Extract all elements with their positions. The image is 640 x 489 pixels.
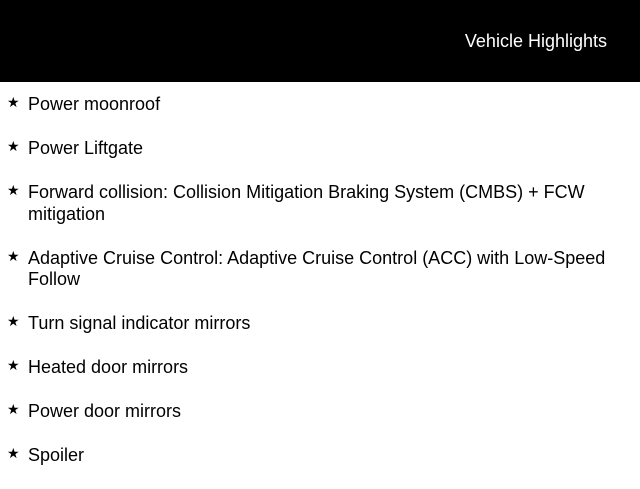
- highlight-text: Adaptive Cruise Control: Adaptive Cruise Control (ACC) with Low-Speed Follow: [28, 247, 606, 289]
- highlights-list: [0, 94, 640, 489]
- highlight-text: Turn signal indicator mirrors: [28, 313, 251, 333]
- highlight-text: Power Liftgate: [28, 138, 144, 158]
- star-icon: ★: [7, 313, 20, 329]
- highlight-text: Power moonroof: [28, 94, 161, 114]
- list-item: [0, 357, 640, 379]
- list-item: [0, 182, 640, 225]
- highlight-text: Power door mirrors: [28, 401, 182, 421]
- list-item: [0, 313, 640, 335]
- list-item: [0, 401, 640, 423]
- star-icon: ★: [7, 357, 20, 373]
- star-icon: ★: [7, 247, 20, 264]
- highlight-text: Heated door mirrors: [28, 357, 189, 377]
- star-icon: ★: [7, 401, 20, 417]
- list-item: [0, 94, 640, 116]
- page-title: Vehicle Highlights: [464, 31, 607, 51]
- star-icon: ★: [7, 182, 20, 198]
- list-item: [0, 445, 640, 467]
- star-icon: ★: [7, 445, 20, 461]
- star-icon: ★: [7, 94, 20, 110]
- header-bar: [0, 0, 640, 82]
- highlight-text: Forward collision: Collision Mitigation Braking System (CMBS) + FCW mitigation: [28, 182, 585, 224]
- list-item: [0, 138, 640, 160]
- star-icon: ★: [7, 138, 20, 154]
- list-item: [0, 248, 640, 291]
- highlight-text: Spoiler: [28, 445, 85, 465]
